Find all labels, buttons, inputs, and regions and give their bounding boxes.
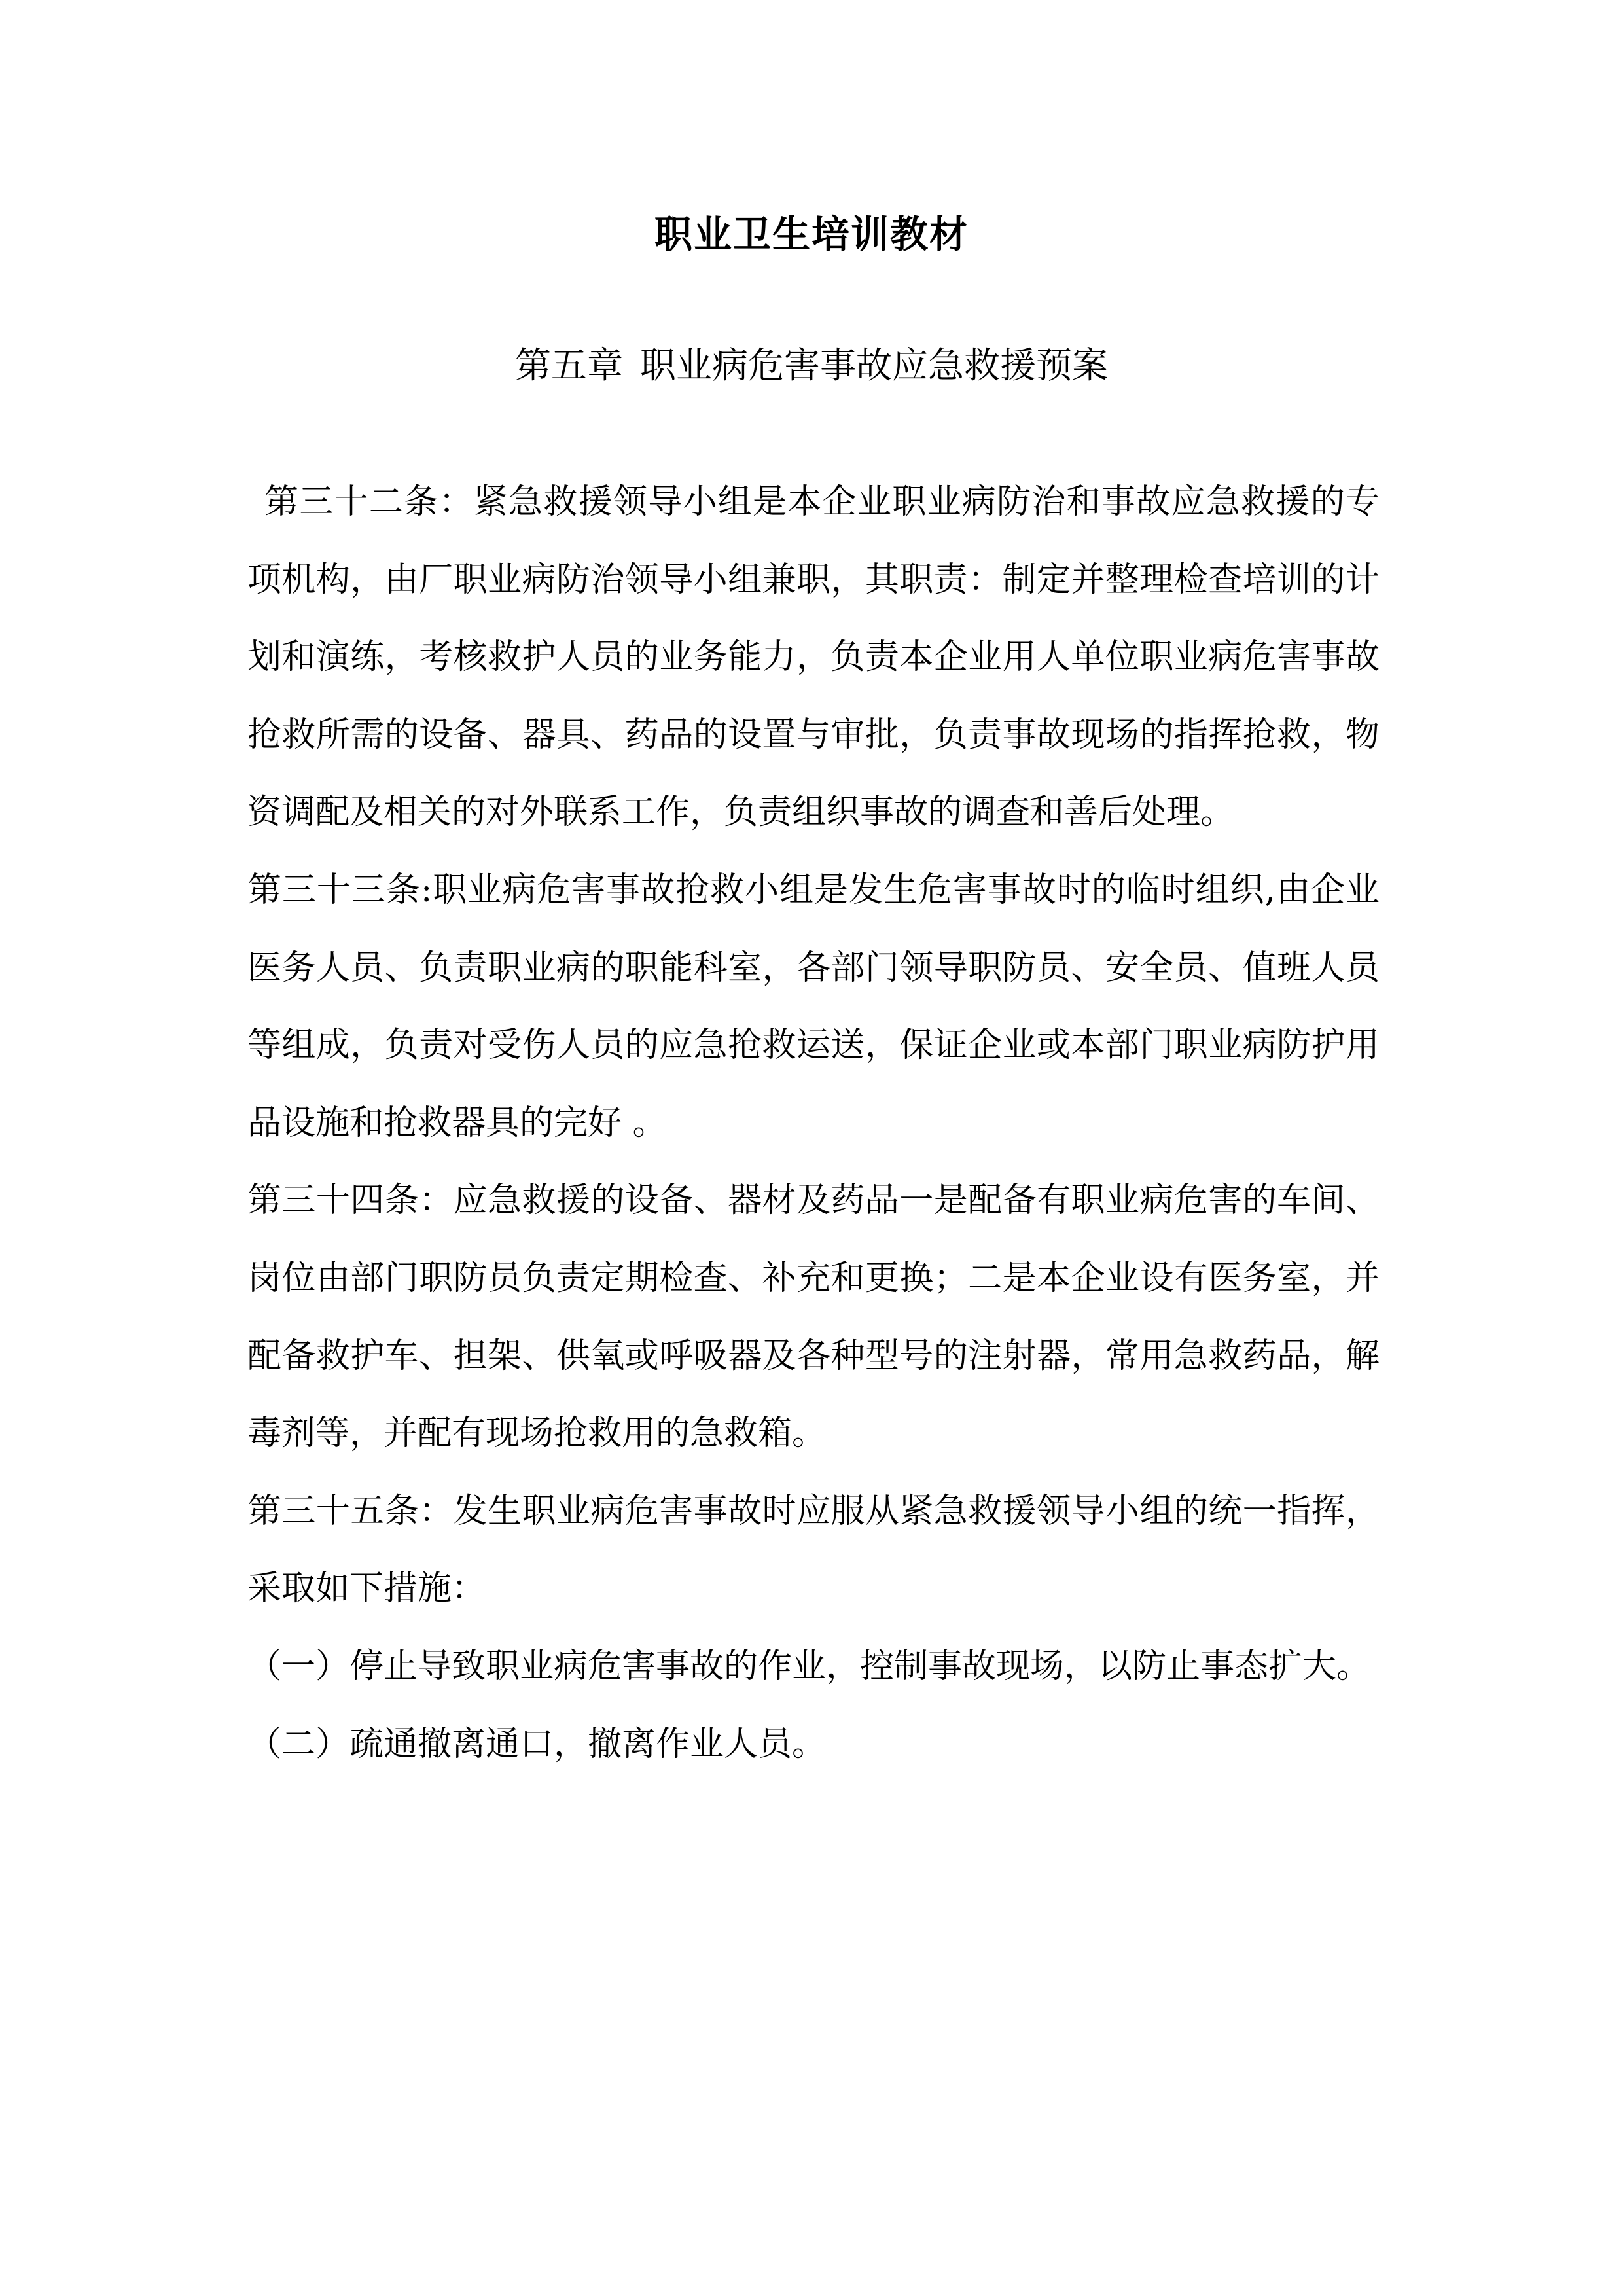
measure-1-paragraph: （一）停止导致职业病危害事故的作业，控制事故现场，以防止事态扩大。 (247, 1646, 1371, 1686)
chapter-number: 第五章 (514, 344, 623, 386)
document-title: 职业卫生培训教材 (654, 212, 969, 257)
article-34-paragraph: 第三十四条：应急救援的设备、器材及药品一是配备有职业病危害的车间、岗位由部门职防员负责定期检查、补充和更换；二是本企业设有医务室，并配备救护车、担架、供氧或呼吸器及各种型号的注射器，常用急救药品，解毒剂等，并配有现场抢救用的急救箱。 (247, 1181, 1380, 1454)
measure-2-paragraph: （二）疏通撤离通口，撤离作业人员。 (247, 1724, 827, 1764)
document-body (247, 463, 1380, 1783)
chapter-name: 职业病危害事故应急救援预案 (640, 344, 1109, 386)
article-32-paragraph: 第三十二条：紧急救援领导小组是本企业职业病防治和事故应急救援的专项机构，由厂职业病防治领导小组兼职，其职责：制定并整理检查培训的计划和演练，考核救护人员的业务能力，负责本企业用人单位职业病危害事故抢救所需的设备、器具、药品的设置与审批，负责事故现场的指挥抢救，物资调配及相关的对外联系工作，负责组织事故的调查和善后处理。 (247, 482, 1380, 833)
article-35-paragraph: 第三十五条：发生职业病危害事故时应服从紧急救援领导小组的统一指挥，采取如下措施： (247, 1491, 1380, 1609)
chapter-heading (0, 339, 1623, 391)
article-33-paragraph: 第三十三条:职业病危害事故抢救小组是发生危害事故时的临时组织,由企业医务人员、负责职业病的职能科室，各部门领导职防员、安全员、值班人员等组成，负责对受伤人员的应急抢救运送，保证企业或本部门职业病防护用品设施和抢救器具的完好 。 (247, 870, 1380, 1143)
